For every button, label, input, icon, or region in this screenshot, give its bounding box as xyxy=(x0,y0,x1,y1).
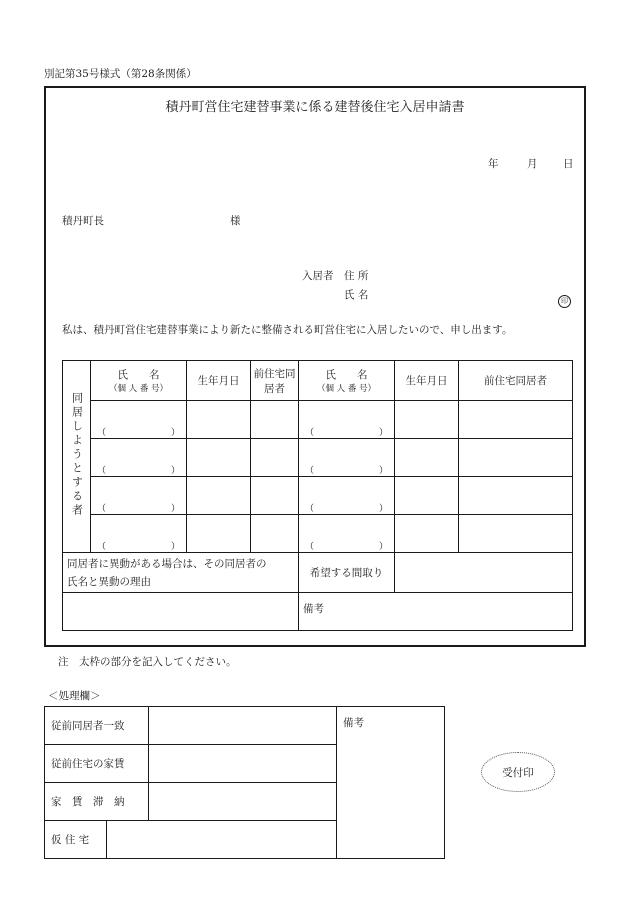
name-cell[interactable] xyxy=(91,439,187,477)
name-cell[interactable] xyxy=(91,477,187,515)
prev-cell[interactable] xyxy=(459,401,573,439)
birth-cell[interactable] xyxy=(395,515,459,553)
birth-cell[interactable] xyxy=(187,477,251,515)
paren-close: ） xyxy=(170,542,180,552)
processing-label-2: 従前住宅の家賃 xyxy=(45,745,149,783)
processing-remarks-label: 備考 xyxy=(343,717,364,729)
cohabitants-table xyxy=(62,360,573,631)
declaration: 私は、積丹町営住宅建替事業により新たに整備される町営住宅に入居したいので、申し出ます。 xyxy=(62,324,513,336)
table-row xyxy=(63,439,573,477)
change-reason-label: 同居者に異動がある場合は、その同居者の 氏名と異動の理由 xyxy=(63,553,299,593)
paren-open: （ xyxy=(97,504,107,514)
header-prev-1: 前住宅同居者 xyxy=(251,361,299,401)
paren-open: （ xyxy=(97,428,107,438)
table-row xyxy=(63,477,573,515)
date-day[interactable]: 日 xyxy=(563,158,574,170)
name-cell[interactable] xyxy=(91,515,187,553)
date-month[interactable]: 月 xyxy=(527,158,538,170)
processing-table xyxy=(44,706,445,859)
name-cell[interactable] xyxy=(299,401,395,439)
paren-open: （ xyxy=(97,466,107,476)
form-title: 積丹町営住宅建替事業に係る建替後住宅入居申請書 xyxy=(165,100,465,115)
birth-cell[interactable] xyxy=(187,439,251,477)
processing-remarks xyxy=(337,707,445,859)
remarks-field[interactable] xyxy=(299,593,573,631)
processing-field-4[interactable] xyxy=(107,821,337,859)
paren-close: ） xyxy=(170,504,180,514)
processing-field-3[interactable] xyxy=(149,783,337,821)
name-cell[interactable] xyxy=(91,401,187,439)
prev-cell[interactable] xyxy=(251,439,299,477)
paren-open: （ xyxy=(305,542,315,552)
change-reason-field[interactable] xyxy=(63,593,299,631)
paren-close: ） xyxy=(170,466,180,476)
paren-close: ） xyxy=(378,504,388,514)
name-cell[interactable] xyxy=(299,439,395,477)
birth-cell[interactable] xyxy=(187,401,251,439)
address-label: 住 所 xyxy=(344,270,369,282)
processing-field-2[interactable] xyxy=(149,745,337,783)
addressee: 積丹町長 xyxy=(62,215,104,227)
header-name-1: 氏 名 （個 人 番 号） xyxy=(91,361,187,401)
reception-stamp: 受付印 xyxy=(481,752,555,792)
paren-open: （ xyxy=(97,542,107,552)
header-prev-2: 前住宅同居者 xyxy=(459,361,573,401)
cohabitants-side-label: 同居しようとする者 xyxy=(63,361,91,553)
seal-icon: 印 xyxy=(558,295,571,308)
applicant-label: 入居者 xyxy=(302,270,334,282)
prev-cell[interactable] xyxy=(251,401,299,439)
processing-field-1[interactable] xyxy=(149,707,337,745)
prev-cell[interactable] xyxy=(459,439,573,477)
name-cell[interactable] xyxy=(299,477,395,515)
birth-cell[interactable] xyxy=(395,401,459,439)
seal-mark xyxy=(558,288,571,308)
processing-label-4: 仮 住 宅 xyxy=(45,821,107,859)
footnote: 注 太枠の部分を記入してください。 xyxy=(58,656,237,668)
room-layout-field[interactable] xyxy=(395,553,573,593)
name-label: 氏 名 xyxy=(344,289,369,301)
paren-close: ） xyxy=(378,542,388,552)
header-birth-1: 生年月日 xyxy=(187,361,251,401)
processing-label-3: 家 賃 滞 納 xyxy=(45,783,149,821)
processing-title: ＜処理欄＞ xyxy=(48,690,101,702)
form-number: 別記第35号様式（第28条関係） xyxy=(44,68,197,80)
prev-cell[interactable] xyxy=(459,515,573,553)
birth-cell[interactable] xyxy=(187,515,251,553)
prev-cell[interactable] xyxy=(251,515,299,553)
header-birth-2: 生年月日 xyxy=(395,361,459,401)
prev-cell[interactable] xyxy=(459,477,573,515)
birth-cell[interactable] xyxy=(395,477,459,515)
birth-cell[interactable] xyxy=(395,439,459,477)
processing-label-1: 従前同居者一致 xyxy=(45,707,149,745)
remarks-label: 備考 xyxy=(303,603,324,615)
paren-close: ） xyxy=(170,428,180,438)
paren-close: ） xyxy=(378,428,388,438)
table-row xyxy=(63,401,573,439)
prev-cell[interactable] xyxy=(251,477,299,515)
room-layout-label: 希望する間取り xyxy=(299,553,395,593)
paren-open: （ xyxy=(305,428,315,438)
header-name-2: 氏 名 （個 人 番 号） xyxy=(299,361,395,401)
paren-open: （ xyxy=(305,466,315,476)
table-row xyxy=(63,515,573,553)
name-cell[interactable] xyxy=(299,515,395,553)
honorific: 様 xyxy=(230,215,241,227)
date-year[interactable]: 年 xyxy=(488,158,499,170)
paren-open: （ xyxy=(305,504,315,514)
paren-close: ） xyxy=(378,466,388,476)
